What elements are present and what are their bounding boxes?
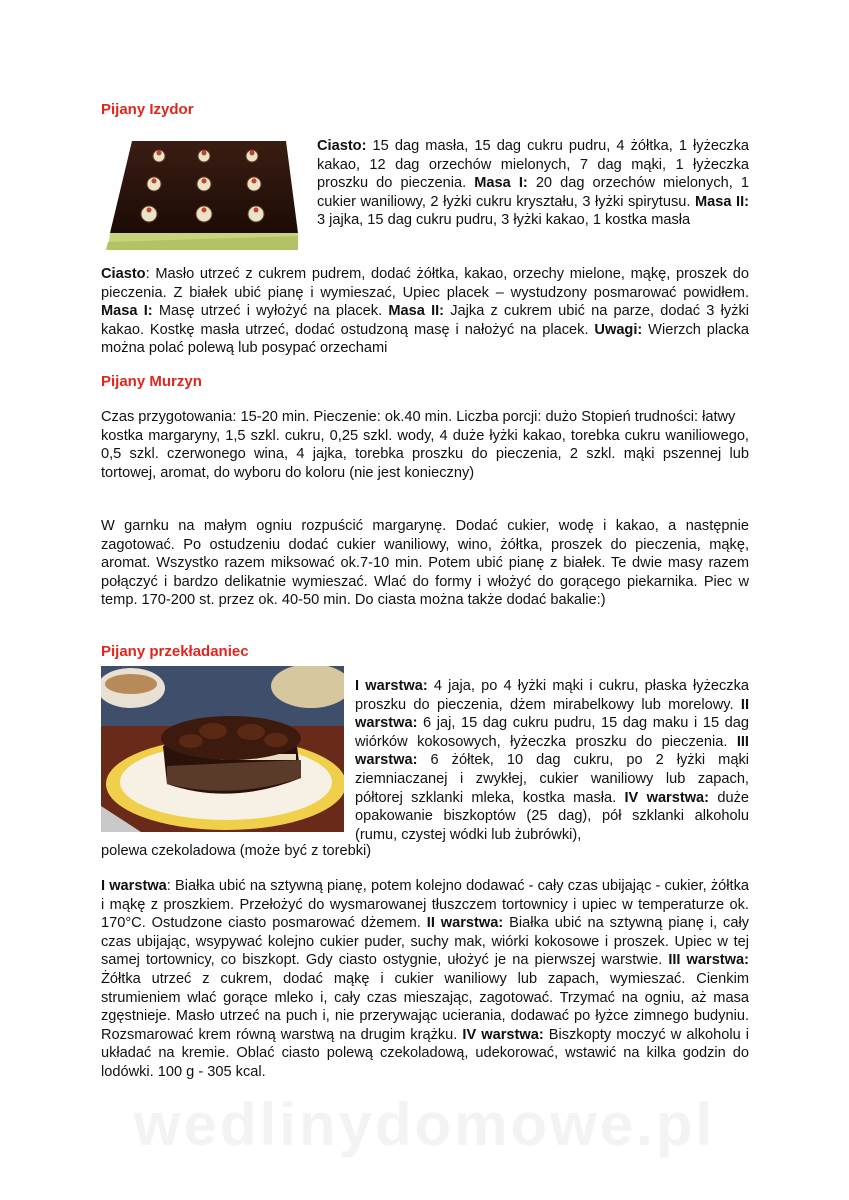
label: Masa I: [474, 175, 528, 192]
ingredients-text: 6 jaj, 15 dag cukru pudru, 15 dag maku i 15 dag wiórków kokosowych, łyżeczka proszku do pieczenia. [355, 715, 749, 750]
method-murzyn: W garnku na małym ogniu rozpuścić margarynę. Dodać cukier, wodę i kakao, a następnie zagotować. Po ostudzeniu dodać cukier waniliowy, wino, żółtka, proszek do pieczenia, mąkę, aromat. Wszystko razem miksować ok.7-10 min. Potem ubić pianę z białek. Te dwie masy razem połączyć i bardzo delikatnie wymieszać. Wlać do formy i włożyć do gorącego piekarnika. Piec w temp. 170-200 st. przez ok. 40-50 min. Do ciasta można także dodać bakalie:) [101, 518, 749, 609]
prep-info: Czas przygotowania: 15-20 min. Pieczenie: ok.40 min. Liczba porcji: dużo Stopień trudności: łatwy [101, 409, 736, 425]
label: Uwagi: [594, 321, 643, 338]
method-text: Masę utrzeć i wyłożyć na placek. [152, 303, 389, 320]
label: Ciasto [101, 266, 146, 282]
recipe-title-murzyn: Pijany Murzyn [101, 373, 202, 390]
method-text: Wierzch placka można polać polewą lub posypać orzechami [101, 321, 749, 357]
ingredients-text: 20 dag orzechów mielonych, 1 cukier waniliowy, 2 łyżki cukru kryształu, 3 łyżki spirytusu. [317, 175, 749, 210]
ingredients-text: duże opakowanie biszkoptów (25 dag), pół szklanki alkoholu (rumu, czystej wódki lub żubrówki), [355, 789, 750, 843]
label: II warstwa: [426, 915, 504, 932]
method-przekladaniec [101, 877, 749, 1082]
label: III warstwa: [355, 733, 749, 769]
cake-image-przekladaniec [101, 666, 344, 832]
ingredients-text: 6 żółtek, 10 dag cukru, po 2 łyżki mąki ziemniaczanej i zwykłej, cukier waniliowy lub zapach, półtorej szklanki mleka, kostka masła. [355, 752, 749, 806]
method-text: Białka ubić na sztywną pianę i, cały czas ubijając, wsypywać kolejno cukier puder, suchy mak, wiórki kokosowe i proszek. Upiec w tej samej tortownicy, co biszkopt. Gdy ciasto ostygnie, ułożyć je na pierwszej warstwie. [101, 915, 749, 969]
method-text: : Białka ubić na sztywną pianę, potem kolejno dodawać - cały czas ubijając - cukier, żółtka i mąkę z proszkiem. Przełożyć do wysmarowanej tłuszczem tortownicy i upiec w temperaturze ok. 170°C. Ostudzone ciasto posmarować dżemem. [101, 878, 749, 932]
label: IV warstwa: [462, 1026, 544, 1043]
label: Masa II: [388, 303, 445, 320]
ingredients-text: 4 jaja, po 4 łyżki mąki i cukru, płaska łyżeczka proszku do pieczenia, dżem mirabelkowy lub morelowy. [355, 678, 749, 713]
label: II warstwa: [355, 696, 749, 732]
label: I warstwa [101, 878, 167, 894]
ingredients-text: 3 jajka, 15 dag cukru pudru, 3 łyżki kakao, 1 kostka masła [317, 212, 691, 229]
ingredients-przekladaniec [355, 677, 749, 844]
label: I warstwa: [355, 678, 428, 694]
cake-image-izydor [104, 138, 298, 250]
label: Ciasto: [317, 138, 367, 154]
method-text: Jajka z cukrem ubić na parze, dodać 3 łyżki kakao. Kostkę masła utrzeć, dodać ostudzoną masę i nałożyć na placek. [101, 303, 749, 338]
ingredients-izydor [317, 137, 749, 230]
recipe-title-izydor: Pijany Izydor [101, 101, 194, 118]
ingredients-murzyn: kostka margaryny, 1,5 szkl. cukru, 0,25 szkl. wody, 4 duże łyżki kakao, torebka cukru waniliowego, 0,5 szkl. czerwonego wina, 4 jajka, torebka proszku do pieczenia, 2 szkl. mąki pszennej lub tortowej, aromat, do wyboru do koloru (nie jest konieczny) [101, 427, 749, 481]
label: Masa II: [694, 193, 749, 210]
label: IV warstwa: [624, 789, 710, 806]
ingredients-text: 15 dag masła, 15 dag cukru pudru, 4 żółtka, 1 łyżeczka kakao, 12 dag orzechów mielonych, 7 dag mąki, 1 łyżeczka proszku do pieczenia. [317, 138, 749, 192]
label: III warstwa: [668, 952, 749, 969]
method-text: : Masło utrzeć z cukrem pudrem, dodać żółtka, kakao, orzechy mielone, mąkę, proszek do pieczenia. Z białek ubić pianę i wymieszać, Upiec placek – wystudzony posmarować powidłem. [101, 266, 749, 301]
method-text: Żółtka utrzeć z cukrem, dodać mąkę i cukier waniliowy lub zapach, wymieszać. Cienkim strumieniem wlać gorące mleko i, cały czas mieszając, zagotować. Trzymać na ogniu, aż masa zgęstnieje. Masło utrzeć na puch i, nie przerywając ucierania, dodawać po łyżce zimnego budyniu. Rozsmarować krem równą warstwą na drugim krążku. [101, 970, 749, 1043]
method-text: Biszkopty moczyć w alkoholu i układać na kremie. Oblać ciasto polewą czekoladową, udekorować, wstawić na kilka godzin do lodówki. 100 g - 305 kcal. [101, 1026, 749, 1080]
recipe-title-przekladaniec: Pijany przekładaniec [101, 643, 249, 660]
intro-murzyn [101, 408, 749, 482]
label: Masa I: [101, 303, 153, 320]
method-izydor [101, 265, 749, 358]
watermark: wedlinydomowe.pl [133, 1091, 716, 1158]
ingredients-tail: polewa czekoladowa (może być z torebki) [101, 843, 372, 859]
